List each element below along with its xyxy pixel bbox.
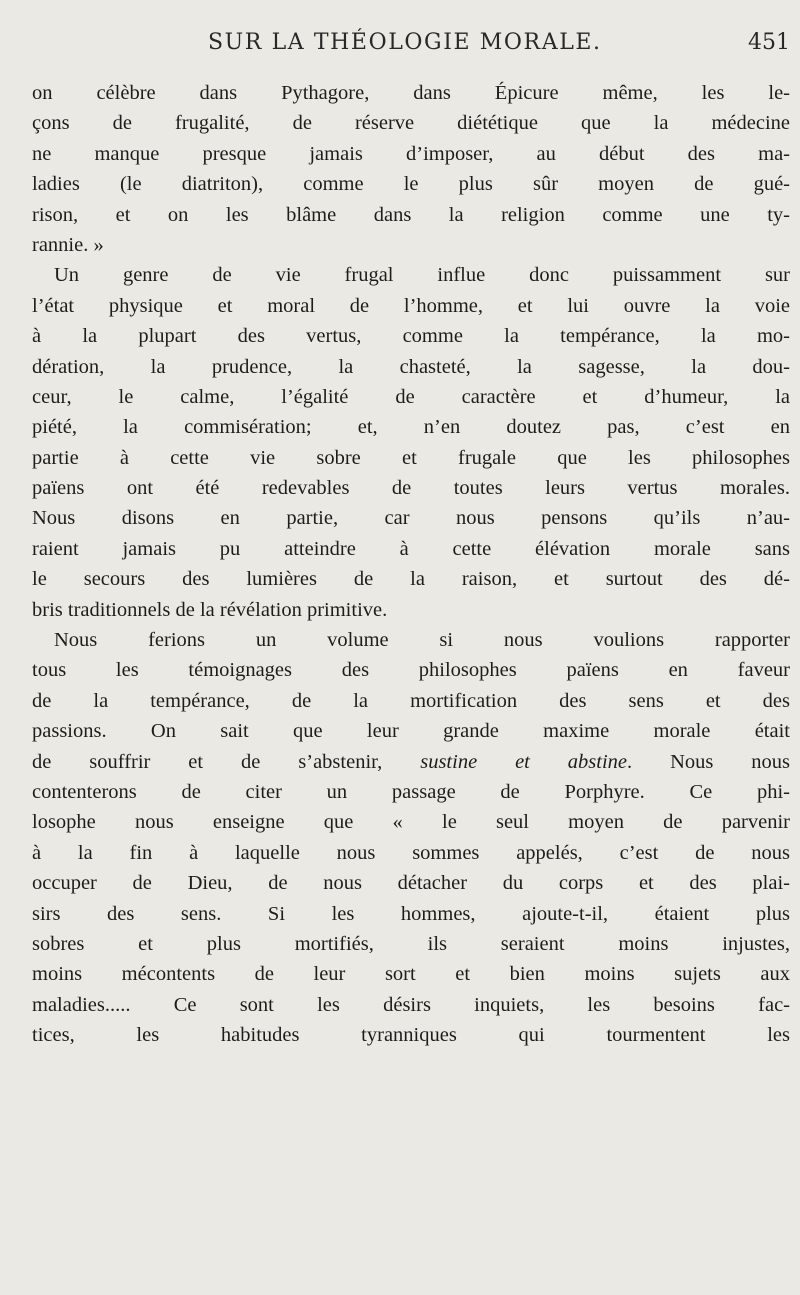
text-segment: . Nous nous (627, 750, 791, 773)
text-line: rannie. » (32, 233, 104, 256)
text-line: païens ont été redevables de toutes leurs vertus morales. (32, 477, 790, 500)
text-line: tous les témoignages des philosophes païens en faveur (32, 659, 790, 682)
text-line: ladies (le diatriton), comme le plus sûr moyen de gué- (32, 173, 790, 196)
text-line: sirs des sens. Si les hommes, ajoute-t-il, étaient plus (32, 902, 790, 925)
text-segment: de souffrir et de s’abstenir, (32, 750, 421, 773)
text-line: piété, la commisération; et, n’en doutez pas, c’est en (32, 416, 790, 439)
italic-maxim: sustine et abstine (420, 750, 628, 773)
text-line: ceur, le calme, l’égalité de caractère et d’humeur, la (32, 385, 790, 408)
text-line: sobres et plus mortifiés, ils seraient moins injustes, (32, 932, 790, 955)
running-title: SUR LA THÉOLOGIE MORALE. (208, 30, 602, 55)
text-line: à la plupart des vertus, comme la tempérance, la mo- (32, 325, 790, 348)
text-line: tices, les habitudes tyranniques qui tourmentent les (32, 1024, 790, 1047)
page-number: 451 (748, 30, 790, 55)
body-text (32, 78, 790, 1051)
text-line: à la fin à laquelle nous sommes appelés, c’est de nous (32, 841, 790, 864)
text-line: Un genre de vie frugal influe donc puissamment sur (54, 264, 790, 287)
text-line: maladies..... Ce sont les désirs inquiets, les besoins fac- (32, 993, 790, 1016)
text-line: dération, la prudence, la chasteté, la sagesse, la dou- (32, 355, 790, 378)
text-line-with-italic (32, 747, 790, 777)
text-line: on célèbre dans Pythagore, dans Épicure même, les le- (32, 82, 790, 104)
text-line: contenterons de citer un passage de Porphyre. Ce phi- (32, 780, 790, 803)
page-header (28, 28, 790, 64)
text-line: partie à cette vie sobre et frugale que les philosophes (32, 446, 790, 469)
text-line: le secours des lumières de la raison, et surtout des dé- (32, 568, 790, 591)
text-line: de la tempérance, de la mortification des sens et des (32, 689, 790, 712)
text-line: raient jamais pu atteindre à cette élévation morale sans (32, 537, 790, 560)
text-line: losophe nous enseigne que « le seul moyen de parvenir (32, 811, 790, 834)
text-line: Nous ferions un volume si nous voulions rapporter (54, 629, 790, 652)
text-line: bris traditionnels de la révélation primitive. (32, 598, 388, 621)
text-line: passions. On sait que leur grande maxime morale était (32, 720, 790, 743)
text-line: ne manque presque jamais d’imposer, au début des ma- (32, 142, 790, 165)
text-line: moins mécontents de leur sort et bien moins sujets aux (32, 963, 790, 986)
text-line: l’état physique et moral de l’homme, et lui ouvre la voie (32, 294, 790, 317)
text-line: çons de frugalité, de réserve diététique que la médecine (32, 112, 790, 135)
text-line: Nous disons en partie, car nous pensons qu’ils n’au- (32, 507, 790, 530)
text-line: occuper de Dieu, de nous détacher du corps et des plai- (32, 872, 790, 895)
text-line: rison, et on les blâme dans la religion comme une ty- (32, 203, 790, 226)
